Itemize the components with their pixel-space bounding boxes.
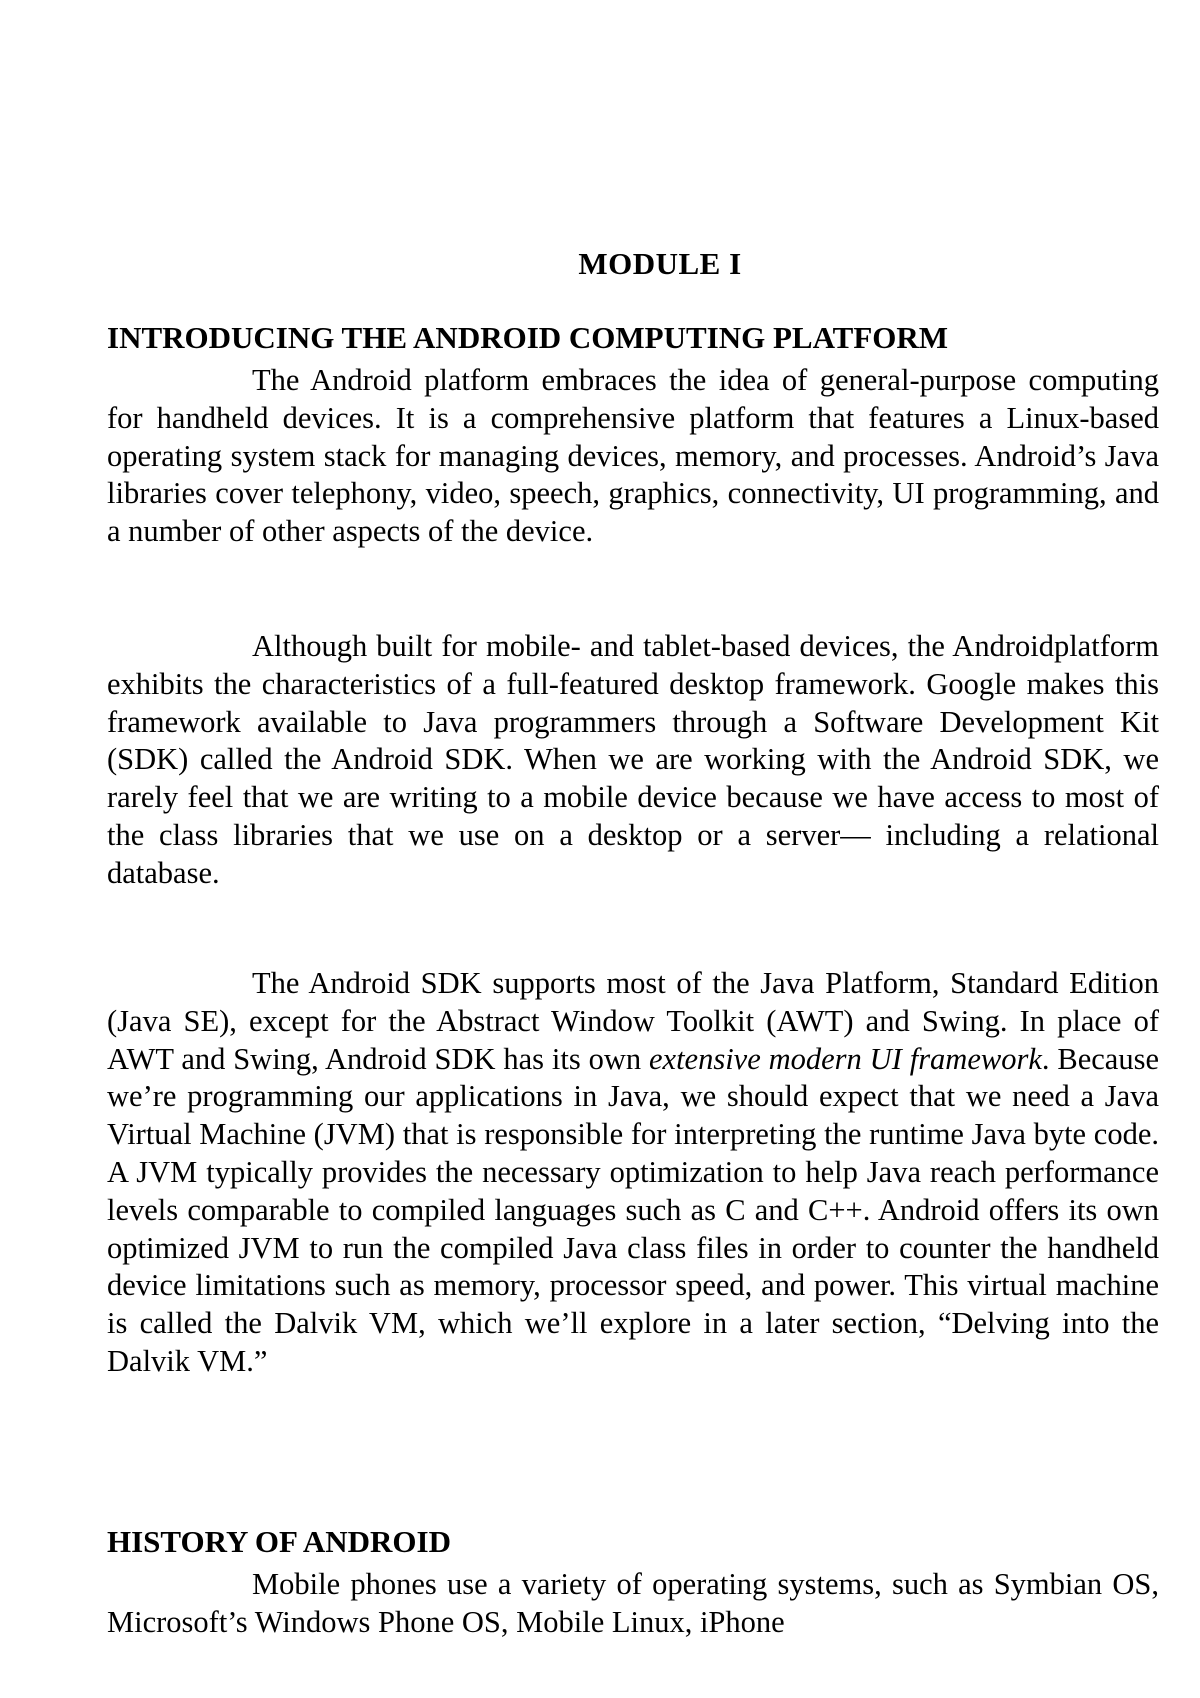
section-heading-intro: INTRODUCING THE ANDROID COMPUTING PLATFORM xyxy=(107,320,949,355)
module-title: MODULE I xyxy=(578,246,742,281)
intro-paragraph-3 xyxy=(107,965,1159,1381)
history-paragraph-1: Mobile phones use a variety of operating systems, such as Symbian OS, Microsoft’s Windows Phone OS, Mobile Linux, iPhone xyxy=(107,1567,1159,1639)
intro-paragraph-3-text-end: . Because we’re programming our applications in Java, we should expect that we need a Java Virtual Machine (JVM) that is responsible for interpreting the runtime Java byte code. A JVM typically provides the necessary optimization to help Java reach performance levels comparable to compiled languages such as C and C++. Android offers its own optimized JVM to run the compiled Java class files in order to counter the handheld device limitations such as memory, processor speed, and power. This virtual machine is called the Dalvik VM, which we’ll explore in a later section, “Delving into the Dalvik VM.” xyxy=(107,1041,1159,1378)
intro-paragraph-2: Although built for mobile- and tablet-based devices, the Androidplatform exhibits the characteristics of a full-featured desktop framework. Google makes this framework available to Java programmers through a Software Development Kit (SDK) called the Android SDK. When we are working with the Android SDK, we rarely feel that we are writing to a mobile device because we have access to most of the class libraries that we use on a desktop or a server— including a relational database. xyxy=(107,629,1159,890)
intro-paragraph-1: The Android platform embraces the idea of general-purpose computing for handheld devices. It is a comprehensive platform that features a Linux-based operating system stack for managing devices, memory, and processes. Android’s Java libraries cover telephony, video, speech, graphics, connectivity, UI programming, and a number of other aspects of the device. xyxy=(107,363,1159,549)
intro-paragraph-3-emphasis: extensive modern UI framework xyxy=(649,1041,1042,1076)
section-heading-history: HISTORY OF ANDROID xyxy=(107,1524,451,1559)
intro-paragraph-3-text-start: The Android SDK supports most of the Java Platform, Standard Edition (Java SE), except for the Abstract Window Toolkit (AWT) and Swing. In place of AWT and Swing, Android SDK has its own xyxy=(107,966,1159,1076)
